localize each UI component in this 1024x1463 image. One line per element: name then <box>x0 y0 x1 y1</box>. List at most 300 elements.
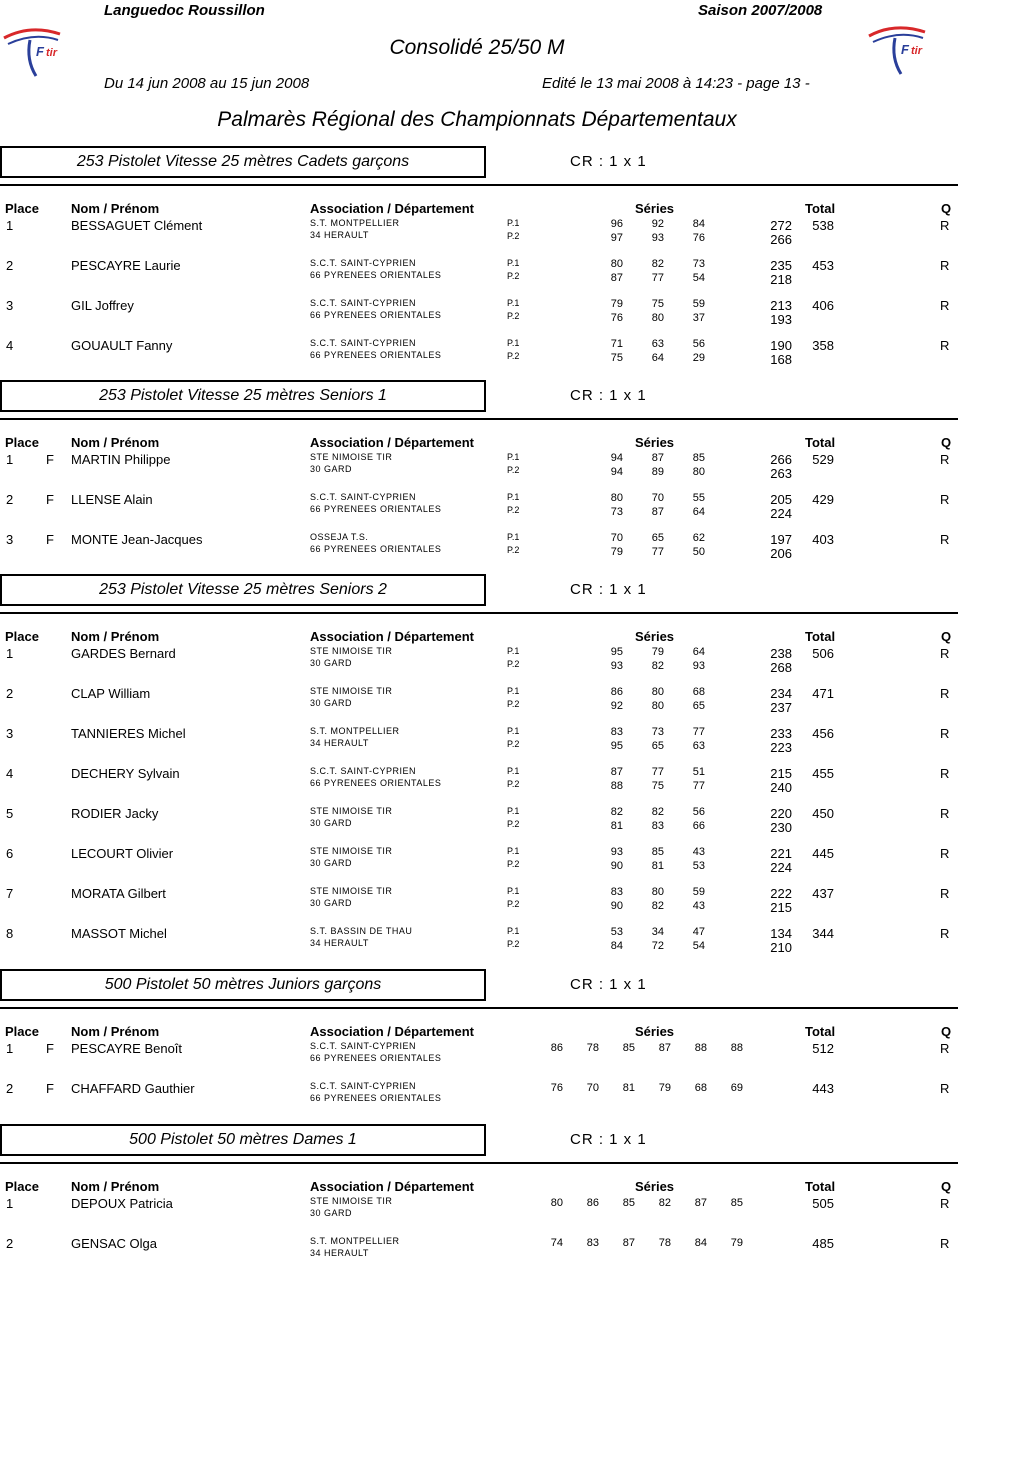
region-label: Languedoc Roussillon <box>104 2 265 19</box>
grand-total: 450 <box>812 806 834 821</box>
series-score: 88 <box>730 1042 743 1054</box>
phase-total: 266 <box>770 452 792 467</box>
table-row <box>0 1235 960 1275</box>
table-row <box>0 885 960 925</box>
shooter-name: MONTE Jean-Jacques <box>71 532 203 547</box>
department-name: 34 HERAULT <box>310 738 369 748</box>
qualification-mark: R <box>940 258 950 273</box>
col-total-header: Total <box>805 1179 836 1194</box>
phase-total: 193 <box>770 312 792 327</box>
series-score: 79 <box>651 646 664 658</box>
phase-total: 235 <box>770 258 792 273</box>
phase-label: P.2 <box>507 819 520 829</box>
series-score: 64 <box>651 352 664 364</box>
final-mark: F <box>46 452 54 467</box>
club-name: OSSEJA T.S. <box>310 532 369 542</box>
series-score: 84 <box>610 940 623 952</box>
phase-label: P.1 <box>507 886 520 896</box>
club-name: S.C.T. SAINT-CYPRIEN <box>310 1041 417 1051</box>
department-name: 66 PYRENEES ORIENTALES <box>310 504 442 514</box>
club-name: STE NIMOISE TIR <box>310 452 393 462</box>
series-score: 62 <box>692 532 705 544</box>
qualification-mark: R <box>940 646 950 661</box>
table-row <box>0 1040 960 1080</box>
section-divider <box>0 184 958 186</box>
qualification-mark: R <box>940 492 950 507</box>
series-score: 70 <box>651 492 664 504</box>
place-cell: 3 <box>6 298 14 313</box>
series-score: 73 <box>610 506 623 518</box>
series-score: 87 <box>610 766 623 778</box>
phase-label: P.1 <box>507 492 520 502</box>
svg-text:tir: tir <box>46 47 57 59</box>
series-score: 50 <box>692 546 705 558</box>
place-cell: 1 <box>6 1041 14 1056</box>
shooter-name: MARTIN Philippe <box>71 452 171 467</box>
club-name: S.C.T. SAINT-CYPRIEN <box>310 492 417 502</box>
table-row <box>0 845 960 885</box>
place-cell: 2 <box>6 258 14 273</box>
col-name-header: Nom / Prénom <box>71 201 160 216</box>
qualification-mark: R <box>940 806 950 821</box>
series-score: 87 <box>651 506 664 518</box>
shooter-name: RODIER Jacky <box>71 806 159 821</box>
series-score: 76 <box>610 312 623 324</box>
col-name-header: Nom / Prénom <box>71 1179 160 1194</box>
department-name: 66 PYRENEES ORIENTALES <box>310 310 442 320</box>
series-score: 86 <box>610 686 623 698</box>
svg-text:tir: tir <box>911 45 922 57</box>
series-score: 83 <box>610 726 623 738</box>
col-club-header: Association / Département <box>310 201 474 216</box>
club-name: STE NIMOISE TIR <box>310 686 393 696</box>
series-score: 87 <box>694 1197 707 1209</box>
series-score: 96 <box>610 218 623 230</box>
phase-label: P.1 <box>507 846 520 856</box>
qualification-mark: R <box>940 452 950 467</box>
grand-total: 485 <box>812 1236 834 1251</box>
qualification-mark: R <box>940 1081 950 1096</box>
series-score: 85 <box>622 1042 635 1054</box>
grand-total: 512 <box>812 1041 834 1056</box>
series-score: 65 <box>651 740 664 752</box>
series-score: 93 <box>610 846 623 858</box>
qualification-mark: R <box>940 886 950 901</box>
series-score: 77 <box>692 726 705 738</box>
table-row <box>0 685 960 725</box>
shooter-name: MORATA Gilbert <box>71 886 166 901</box>
event-title: 500 Pistolet 50 mètres Dames 1 <box>0 1124 486 1156</box>
series-score: 81 <box>651 860 664 872</box>
grand-total: 506 <box>812 646 834 661</box>
department-name: 66 PYRENEES ORIENTALES <box>310 270 442 280</box>
series-score: 95 <box>610 646 623 658</box>
col-total-header: Total <box>805 629 836 644</box>
date-range: Du 14 jun 2008 au 15 jun 2008 <box>104 75 310 92</box>
series-score: 83 <box>610 886 623 898</box>
phase-label: P.2 <box>507 899 520 909</box>
grand-total: 443 <box>812 1081 834 1096</box>
series-score: 84 <box>694 1237 707 1249</box>
phase-total: 168 <box>770 352 792 367</box>
qualification-mark: R <box>940 1196 950 1211</box>
department-name: 30 GARD <box>310 698 353 708</box>
qualification-mark: R <box>940 218 950 233</box>
shooter-name: DECHERY Sylvain <box>71 766 180 781</box>
series-score: 69 <box>730 1082 743 1094</box>
shooter-name: GIL Joffrey <box>71 298 134 313</box>
series-score: 66 <box>692 820 705 832</box>
col-place-header: Place <box>5 629 39 644</box>
series-score: 87 <box>658 1042 671 1054</box>
series-score: 82 <box>651 660 664 672</box>
event-title: 253 Pistolet Vitesse 25 mètres Cadets garçons <box>0 146 486 178</box>
phase-total: 224 <box>770 506 792 521</box>
series-score: 73 <box>692 258 705 270</box>
series-score: 85 <box>622 1197 635 1209</box>
final-mark: F <box>46 532 54 547</box>
phase-label: P.2 <box>507 779 520 789</box>
club-name: S.C.T. SAINT-CYPRIEN <box>310 766 417 776</box>
grand-total: 453 <box>812 258 834 273</box>
place-cell: 1 <box>6 646 14 661</box>
phase-total: 197 <box>770 532 792 547</box>
club-name: STE NIMOISE TIR <box>310 1196 393 1206</box>
club-name: STE NIMOISE TIR <box>310 806 393 816</box>
series-score: 78 <box>658 1237 671 1249</box>
table-row <box>0 765 960 805</box>
grand-total: 358 <box>812 338 834 353</box>
svg-text:F: F <box>901 42 909 57</box>
results-table <box>0 645 960 965</box>
series-score: 80 <box>651 700 664 712</box>
department-name: 66 PYRENEES ORIENTALES <box>310 778 442 788</box>
series-score: 93 <box>651 232 664 244</box>
series-score: 53 <box>692 860 705 872</box>
series-score: 94 <box>610 452 623 464</box>
results-table <box>0 451 960 571</box>
series-score: 56 <box>692 806 705 818</box>
grand-total: 429 <box>812 492 834 507</box>
col-name-header: Nom / Prénom <box>71 629 160 644</box>
series-score: 64 <box>692 506 705 518</box>
table-row <box>0 1195 960 1235</box>
shooter-name: LLENSE Alain <box>71 492 153 507</box>
series-score: 92 <box>610 700 623 712</box>
place-cell: 6 <box>6 846 14 861</box>
series-score: 83 <box>651 820 664 832</box>
series-score: 55 <box>692 492 705 504</box>
phase-label: P.1 <box>507 686 520 696</box>
series-score: 89 <box>651 466 664 478</box>
department-name: 34 HERAULT <box>310 230 369 240</box>
phase-label: P.1 <box>507 766 520 776</box>
col-series-header: Séries <box>635 1024 675 1039</box>
phase-label: P.2 <box>507 351 520 361</box>
col-club-header: Association / Département <box>310 629 474 644</box>
col-series-header: Séries <box>635 1179 675 1194</box>
series-score: 54 <box>692 272 705 284</box>
page-subtitle: Palmarès Régional des Championnats Départementaux <box>217 108 737 131</box>
series-score: 77 <box>651 272 664 284</box>
phase-total: 221 <box>770 846 792 861</box>
qualification-mark: R <box>940 1041 950 1056</box>
series-score: 74 <box>550 1237 563 1249</box>
place-cell: 3 <box>6 726 14 741</box>
table-row <box>0 1080 960 1120</box>
club-name: STE NIMOISE TIR <box>310 846 393 856</box>
col-club-header: Association / Département <box>310 1024 474 1039</box>
table-row <box>0 217 960 257</box>
phase-label: P.2 <box>507 311 520 321</box>
series-score: 87 <box>622 1237 635 1249</box>
phase-total: 268 <box>770 660 792 675</box>
table-row <box>0 645 960 685</box>
qualification-mark: R <box>940 766 950 781</box>
series-score: 80 <box>610 492 623 504</box>
phase-label: P.2 <box>507 465 520 475</box>
grand-total: 471 <box>812 686 834 701</box>
section-divider <box>0 1007 958 1009</box>
series-score: 82 <box>651 258 664 270</box>
phase-total: 190 <box>770 338 792 353</box>
shooter-name: DEPOUX Patricia <box>71 1196 173 1211</box>
series-score: 59 <box>692 886 705 898</box>
table-row <box>0 297 960 337</box>
grand-total: 538 <box>812 218 834 233</box>
shooter-name: GOUAULT Fanny <box>71 338 173 353</box>
series-score: 75 <box>610 352 623 364</box>
record-label: CR : 1 x 1 <box>570 581 647 598</box>
series-score: 90 <box>610 900 623 912</box>
series-score: 94 <box>610 466 623 478</box>
col-name-header: Nom / Prénom <box>71 435 160 450</box>
series-score: 85 <box>651 846 664 858</box>
place-cell: 2 <box>6 1236 14 1251</box>
phase-label: P.1 <box>507 258 520 268</box>
phase-label: P.1 <box>507 926 520 936</box>
series-score: 83 <box>586 1237 599 1249</box>
series-score: 76 <box>692 232 705 244</box>
department-name: 30 GARD <box>310 1208 353 1218</box>
shooter-name: LECOURT Olivier <box>71 846 174 861</box>
col-place-header: Place <box>5 435 39 450</box>
series-score: 43 <box>692 846 705 858</box>
series-score: 85 <box>692 452 705 464</box>
col-place-header: Place <box>5 201 39 216</box>
series-score: 81 <box>622 1082 635 1094</box>
col-q-header: Q <box>941 201 952 216</box>
series-score: 76 <box>550 1082 563 1094</box>
col-q-header: Q <box>941 1024 952 1039</box>
phase-total: 215 <box>770 900 792 915</box>
section-divider <box>0 1162 958 1164</box>
col-series-header: Séries <box>635 629 675 644</box>
phase-total: 213 <box>770 298 792 313</box>
series-score: 56 <box>692 338 705 350</box>
col-club-header: Association / Département <box>310 1179 474 1194</box>
final-mark: F <box>46 1041 54 1056</box>
series-score: 34 <box>651 926 664 938</box>
phase-total: 230 <box>770 820 792 835</box>
series-score: 80 <box>651 886 664 898</box>
club-name: S.T. MONTPELLIER <box>310 1236 400 1246</box>
phase-total: 223 <box>770 740 792 755</box>
record-label: CR : 1 x 1 <box>570 1131 647 1148</box>
department-name: 66 PYRENEES ORIENTALES <box>310 544 442 554</box>
place-cell: 7 <box>6 886 14 901</box>
phase-total: 134 <box>770 926 792 941</box>
grand-total: 344 <box>812 926 834 941</box>
series-score: 70 <box>586 1082 599 1094</box>
record-label: CR : 1 x 1 <box>570 153 647 170</box>
series-score: 29 <box>692 352 705 364</box>
phase-label: P.1 <box>507 726 520 736</box>
grand-total: 505 <box>812 1196 834 1211</box>
series-score: 80 <box>692 466 705 478</box>
table-row <box>0 257 960 297</box>
record-label: CR : 1 x 1 <box>570 387 647 404</box>
qualification-mark: R <box>940 338 950 353</box>
edited-info: Edité le 13 mai 2008 à 14:23 - page 13 - <box>542 75 810 92</box>
shooter-name: CHAFFARD Gauthier <box>71 1081 195 1096</box>
place-cell: 4 <box>6 338 14 353</box>
grand-total: 456 <box>812 726 834 741</box>
shooter-name: CLAP William <box>71 686 151 701</box>
series-score: 85 <box>730 1197 743 1209</box>
col-q-header: Q <box>941 629 952 644</box>
series-score: 84 <box>692 218 705 230</box>
series-score: 77 <box>692 780 705 792</box>
results-table <box>0 1040 960 1120</box>
col-q-header: Q <box>941 435 952 450</box>
series-score: 97 <box>610 232 623 244</box>
phase-label: P.1 <box>507 218 520 228</box>
series-score: 37 <box>692 312 705 324</box>
phase-total: 218 <box>770 272 792 287</box>
place-cell: 8 <box>6 926 14 941</box>
series-score: 65 <box>692 700 705 712</box>
shooter-name: GENSAC Olga <box>71 1236 157 1251</box>
club-name: S.T. MONTPELLIER <box>310 726 400 736</box>
series-score: 70 <box>610 532 623 544</box>
phase-total: 215 <box>770 766 792 781</box>
series-score: 63 <box>692 740 705 752</box>
series-score: 82 <box>610 806 623 818</box>
series-score: 65 <box>651 532 664 544</box>
phase-label: P.1 <box>507 298 520 308</box>
series-score: 47 <box>692 926 705 938</box>
qualification-mark: R <box>940 686 950 701</box>
series-score: 68 <box>694 1082 707 1094</box>
grand-total: 455 <box>812 766 834 781</box>
shooter-name: TANNIERES Michel <box>71 726 186 741</box>
page-title: Consolidé 25/50 M <box>389 36 565 59</box>
place-cell: 1 <box>6 452 14 467</box>
table-row <box>0 337 960 377</box>
department-name: 34 HERAULT <box>310 938 369 948</box>
series-score: 64 <box>692 646 705 658</box>
phase-label: P.2 <box>507 739 520 749</box>
grand-total: 437 <box>812 886 834 901</box>
series-score: 80 <box>550 1197 563 1209</box>
department-name: 66 PYRENEES ORIENTALES <box>310 1093 442 1103</box>
svg-text:F: F <box>36 44 44 59</box>
place-cell: 2 <box>6 492 14 507</box>
section-divider <box>0 612 958 614</box>
phase-label: P.1 <box>507 532 520 542</box>
department-name: 34 HERAULT <box>310 1248 369 1258</box>
series-score: 82 <box>658 1197 671 1209</box>
phase-label: P.2 <box>507 271 520 281</box>
series-score: 68 <box>692 686 705 698</box>
phase-total: 233 <box>770 726 792 741</box>
phase-total: 220 <box>770 806 792 821</box>
series-score: 79 <box>610 298 623 310</box>
department-name: 30 GARD <box>310 464 353 474</box>
qualification-mark: R <box>940 1236 950 1251</box>
grand-total: 406 <box>812 298 834 313</box>
table-row <box>0 451 960 491</box>
club-name: STE NIMOISE TIR <box>310 886 393 896</box>
phase-total: 238 <box>770 646 792 661</box>
club-name: S.T. MONTPELLIER <box>310 218 400 228</box>
series-score: 79 <box>658 1082 671 1094</box>
place-cell: 4 <box>6 766 14 781</box>
series-score: 90 <box>610 860 623 872</box>
table-row <box>0 925 960 965</box>
grand-total: 529 <box>812 452 834 467</box>
col-total-header: Total <box>805 201 836 216</box>
club-name: S.T. BASSIN DE THAU <box>310 926 413 936</box>
series-score: 75 <box>651 780 664 792</box>
phase-total: 224 <box>770 860 792 875</box>
series-score: 53 <box>610 926 623 938</box>
phase-label: P.1 <box>507 338 520 348</box>
series-score: 92 <box>651 218 664 230</box>
series-score: 87 <box>651 452 664 464</box>
event-title: 253 Pistolet Vitesse 25 mètres Seniors 2 <box>0 574 486 606</box>
col-club-header: Association / Département <box>310 435 474 450</box>
table-row <box>0 491 960 531</box>
col-series-header: Séries <box>635 201 675 216</box>
series-score: 80 <box>610 258 623 270</box>
series-score: 51 <box>692 766 705 778</box>
phase-label: P.2 <box>507 699 520 709</box>
phase-total: 272 <box>770 218 792 233</box>
club-name: STE NIMOISE TIR <box>310 646 393 656</box>
department-name: 30 GARD <box>310 898 353 908</box>
phase-total: 266 <box>770 232 792 247</box>
shooter-name: GARDES Bernard <box>71 646 176 661</box>
qualification-mark: R <box>940 298 950 313</box>
shooter-name: BESSAGUET Clément <box>71 218 203 233</box>
phase-label: P.2 <box>507 939 520 949</box>
series-score: 81 <box>610 820 623 832</box>
department-name: 66 PYRENEES ORIENTALES <box>310 350 442 360</box>
series-score: 73 <box>651 726 664 738</box>
series-score: 86 <box>550 1042 563 1054</box>
col-series-header: Séries <box>635 435 675 450</box>
series-score: 93 <box>692 660 705 672</box>
series-score: 59 <box>692 298 705 310</box>
final-mark: F <box>46 492 54 507</box>
place-cell: 1 <box>6 218 14 233</box>
shooter-name: PESCAYRE Benoît <box>71 1041 183 1056</box>
record-label: CR : 1 x 1 <box>570 976 647 993</box>
phase-label: P.2 <box>507 545 520 555</box>
series-score: 75 <box>651 298 664 310</box>
